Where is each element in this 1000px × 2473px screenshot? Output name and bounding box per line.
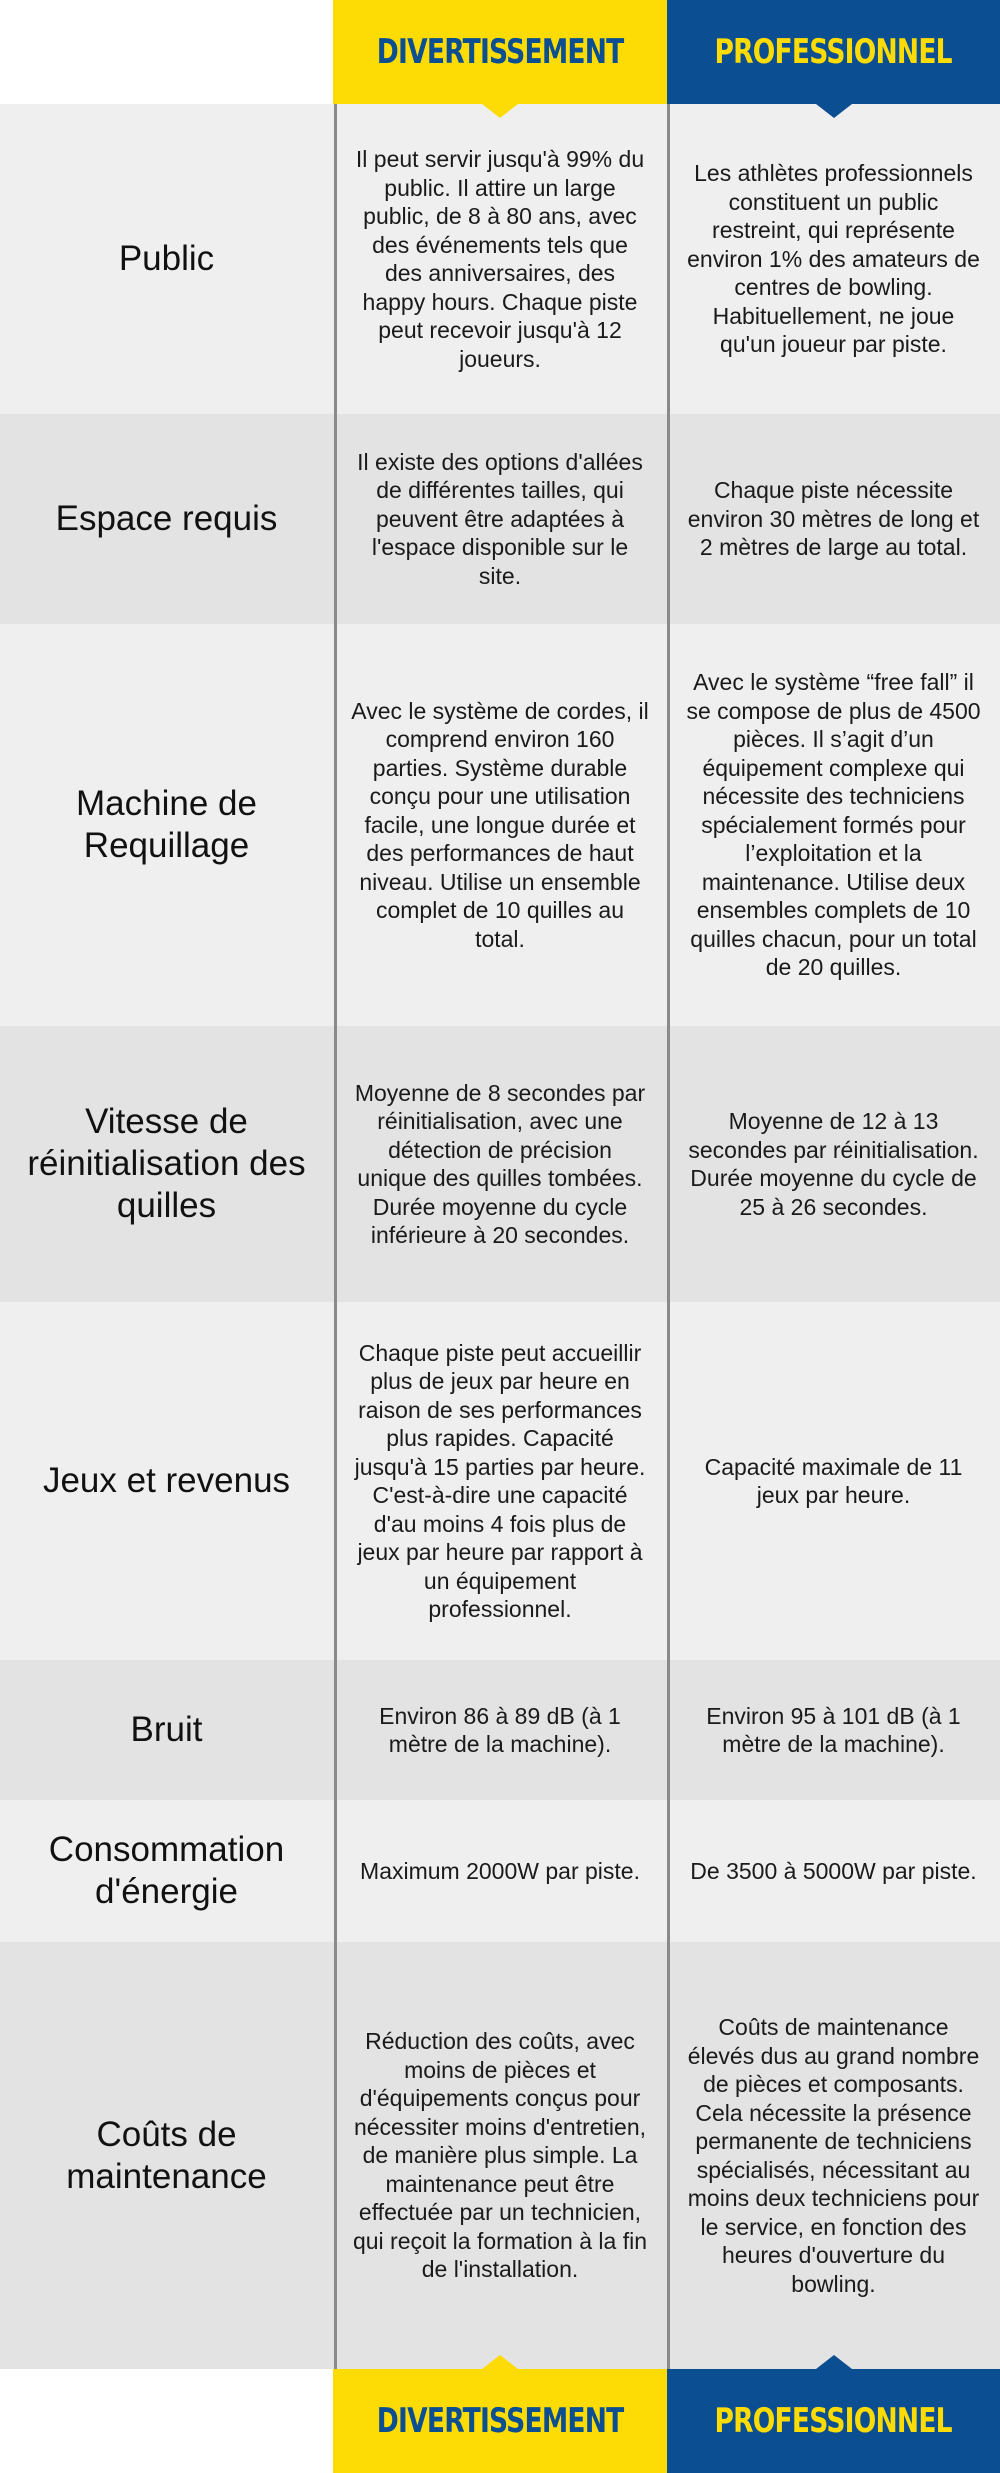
arrow-up-icon [482,2355,518,2369]
divertissement-value: Il peut servir jusqu'à 99% du public. Il attire un large public, de 8 à 80 ans, avec des événements tels que des anniversaires, des happy hours. Chaque piste peut recevoir jusqu'à 12 joueurs. [355,146,645,372]
row-label: Vitesse de réinitialisation des quilles [27,1102,306,1225]
professionnel-value: Chaque piste nécessite environ 30 mètres de long et 2 mètres de large au total. [687,477,980,561]
row-label: Public [118,239,215,278]
table-row-consommation-energie [0,1800,1000,1942]
footer-professionnel [667,2369,1000,2473]
professionnel-value: De 3500 à 5000W par piste. [690,1857,977,1884]
divertissement-value: Il existe des options d'allées de différentes tailles, qui peuvent être adaptées à l'espace disponible sur le site. [357,448,643,589]
row-label: Machine de Requillage [76,784,257,865]
column-footer-row [0,2369,1000,2473]
row-label: Bruit [130,1710,203,1749]
divertissement-value: Environ 86 à 89 dB (à 1 mètre de la machine). [379,1702,621,1757]
column-divider [334,104,337,2369]
column-divider [667,104,670,2369]
column-header-row [0,0,1000,104]
table-row-machine-requillage [0,624,1000,1026]
professionnel-value: Moyenne de 12 à 13 secondes par réinitialisation. Durée moyenne du cycle de 25 à 26 secondes. [688,1108,979,1220]
table-row-couts-maintenance [0,1942,1000,2369]
footer-divertissement-label: DIVERTISSEMENT [376,2401,624,2441]
footer-divertissement [333,2369,667,2473]
professionnel-value: Les athlètes professionnels constituent un public restreint, qui représente environ 1% des amateurs de centres de bowling. Habituellement, ne joue qu'un joueur par piste. [687,160,980,358]
divertissement-value: Maximum 2000W par piste. [360,1857,640,1884]
professionnel-value: Avec le système “free fall” il se compose de plus de 4500 pièces. Il s’agit d’un équipement complexe qui nécessite des techniciens spécialement formés pour l’exploitation et la maintenance. Utilise deux ensembles complets de 10 quilles chacun, pour un total de 20 quilles. [686,669,981,981]
header-divertissement-label: DIVERTISSEMENT [376,32,624,72]
table-row-bruit [0,1660,1000,1800]
table-row-public [0,104,1000,414]
table-row-espace-requis [0,414,1000,624]
header-professionnel [667,0,1000,104]
header-professionnel-label: PROFESSIONNEL [714,32,953,72]
table-row-vitesse-reinitialisation [0,1026,1000,1302]
row-label: Jeux et revenus [42,1461,291,1500]
professionnel-value: Capacité maximale de 11 jeux par heure. [704,1453,963,1508]
divertissement-value: Moyenne de 8 secondes par réinitialisation, avec une détection de précision unique des quilles tombées. Durée moyenne du cycle inférieure à 20 secondes. [354,1079,646,1248]
arrow-down-icon [482,104,518,118]
professionnel-value: Coûts de maintenance élevés dus au grand nombre de pièces et composants. Cela nécessite la présence permanente de techniciens spécialisés, nécessitant au moins deux techniciens pour le service, en fonction des heures d'ouverture du bowling. [687,2014,980,2297]
divertissement-value: Chaque piste peut accueillir plus de jeux par heure en raison de ses performances plus rapides. Capacité jusqu'à 15 parties par heure. C'est-à-dire une capacité d'au moins 4 fois plus de jeux par heure par rapport à un équipement professionnel. [354,1339,646,1622]
header-divertissement [333,0,667,104]
row-label: Consommation d'énergie [48,1830,285,1911]
arrow-down-icon [816,104,852,118]
table-row-jeux-revenus [0,1302,1000,1660]
row-label: Coûts de maintenance [66,2114,267,2196]
arrow-up-icon [816,2355,852,2369]
row-label: Espace requis [55,499,278,538]
footer-professionnel-label: PROFESSIONNEL [714,2401,953,2441]
professionnel-value: Environ 95 à 101 dB (à 1 mètre de la machine). [706,1702,961,1757]
comparison-table [0,104,1000,2369]
divertissement-value: Réduction des coûts, avec moins de pièces et d'équipements conçus pour nécessiter moins d'entretien, de manière plus simple. La maintenance peut être effectuée par un technicien, qui reçoit la formation à la fin de l'installation. [352,2028,648,2283]
divertissement-value: Avec le système de cordes, il comprend environ 160 parties. Système durable conçu pour une utilisation facile, une longue durée et des performances de haut niveau. Utilise un ensemble complet de 10 quilles au total. [351,697,649,952]
